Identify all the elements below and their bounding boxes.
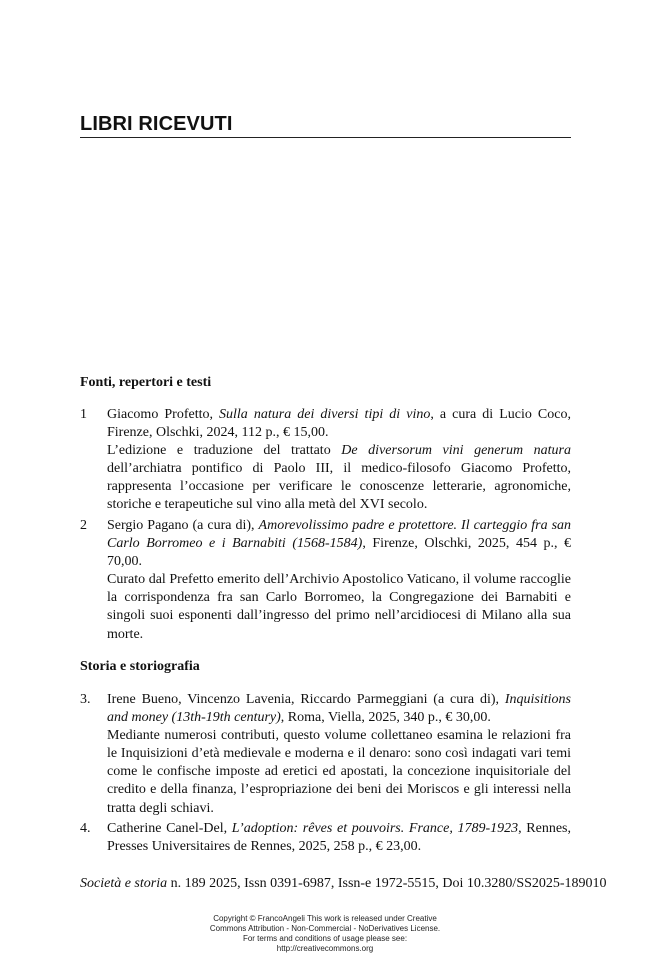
entry-details: , Roma, Viella, 2025, 340 p., € 30,00. (280, 710, 491, 726)
entry-title: Inquisitions and money (13th-19th century) (107, 692, 571, 726)
entry-title: L’adoption: rêves et pouvoirs. France, 1789-1923 (231, 821, 519, 836)
entry-details: , Firenze, Olschki, 2025, 454 p., € 70,00. (107, 536, 572, 570)
journal-citation (80, 876, 607, 892)
license-line: For terms and conditions of usage please see: (242, 934, 408, 943)
entry-author: Giacomo Profetto, (107, 407, 220, 422)
entry-details: , a cura di Lucio Coco, Firenze, Olschki, 2024, 112 p., € 15,00. (107, 407, 571, 441)
entry-number: 3. (80, 692, 91, 707)
entry-title: Sulla natura dei diversi tipi di vino (219, 407, 431, 422)
journal-details: n. 189 2025, Issn 0391-6987, Issn-e 1972-5515, Doi 10.3280/SS2025-189010 (167, 876, 607, 891)
license-link[interactable]: http://creativecommons.org (276, 944, 374, 953)
entry-description-text: L’edizione e traduzione del trattato (107, 443, 342, 459)
section-heading-storia: Storia e storiografia (80, 659, 200, 674)
entry-details: , Rennes, Presses Universitaires de Rennes, 2025, 258 p., € 23,00. (107, 821, 572, 855)
entry-author: Irene Bueno, Vincenzo Lavenia, Riccardo Parmeggiani (a cura di), (107, 692, 505, 707)
section-heading-fonti: Fonti, repertori e testi (80, 375, 212, 390)
entry-description: Curato dal Prefetto emerito dell’Archivio Apostolico Vaticano, il volume raccoglie la corrispondenza fra san Carlo Borromeo, la Congregazione dei Barnabiti e singoli suoi esponenti dall’ingresso del primo nell’arcidiocesi di Milano alla sua morte. (107, 572, 571, 642)
page-title: LIBRI RICEVUTI (80, 113, 233, 135)
entry-citation (107, 820, 571, 856)
entry-description: Mediante numerosi contributi, questo volume collettaneo esamina le relazioni fra le Inquisizioni d’età medievale e moderna e il denaro: sono così indagati vari temi come le confische imposte ad eretici ed apostati, la concezione inquisitoriale del credito e della finanza, l’espropriazione dei beni dei Moriscos e gli interessi nella tratta degli schiavi. (107, 728, 571, 816)
title-divider (80, 137, 571, 138)
entry-title: Amorevolissimo padre e protettore. Il carteggio fra san Carlo Borromeo e i Barnabiti (1568-1584) (107, 518, 572, 552)
entry-number: 4. (80, 821, 91, 836)
journal-name: Società e storia (80, 876, 168, 891)
entry-description (107, 442, 571, 514)
entry-number: 1 (80, 407, 87, 422)
entry-author: Catherine Canel-Del, (107, 821, 232, 836)
entry-author: Sergio Pagano (a cura di), (107, 518, 259, 533)
entry-citation (107, 517, 571, 571)
entry-number: 2 (80, 518, 87, 533)
entry-citation (107, 406, 571, 442)
license-line: Copyright © FrancoAngeli This work is released under Creative (213, 914, 437, 923)
entry-description-title: De diversorum vini generum natura (341, 443, 571, 459)
entry-citation (107, 691, 571, 727)
license-notice (0, 914, 650, 954)
entry-description-text: dell’archiatra pontifico di Paolo III, il medico-filosofo Giacomo Profetto, rappresenta l’occasione per verificare le conoscenze letterarie, agronomiche, storiche e terapeutiche sul vino alla metà del XVI secolo. (107, 461, 571, 513)
license-line: Commons Attribution - Non-Commercial - NoDerivatives License. (209, 924, 441, 933)
